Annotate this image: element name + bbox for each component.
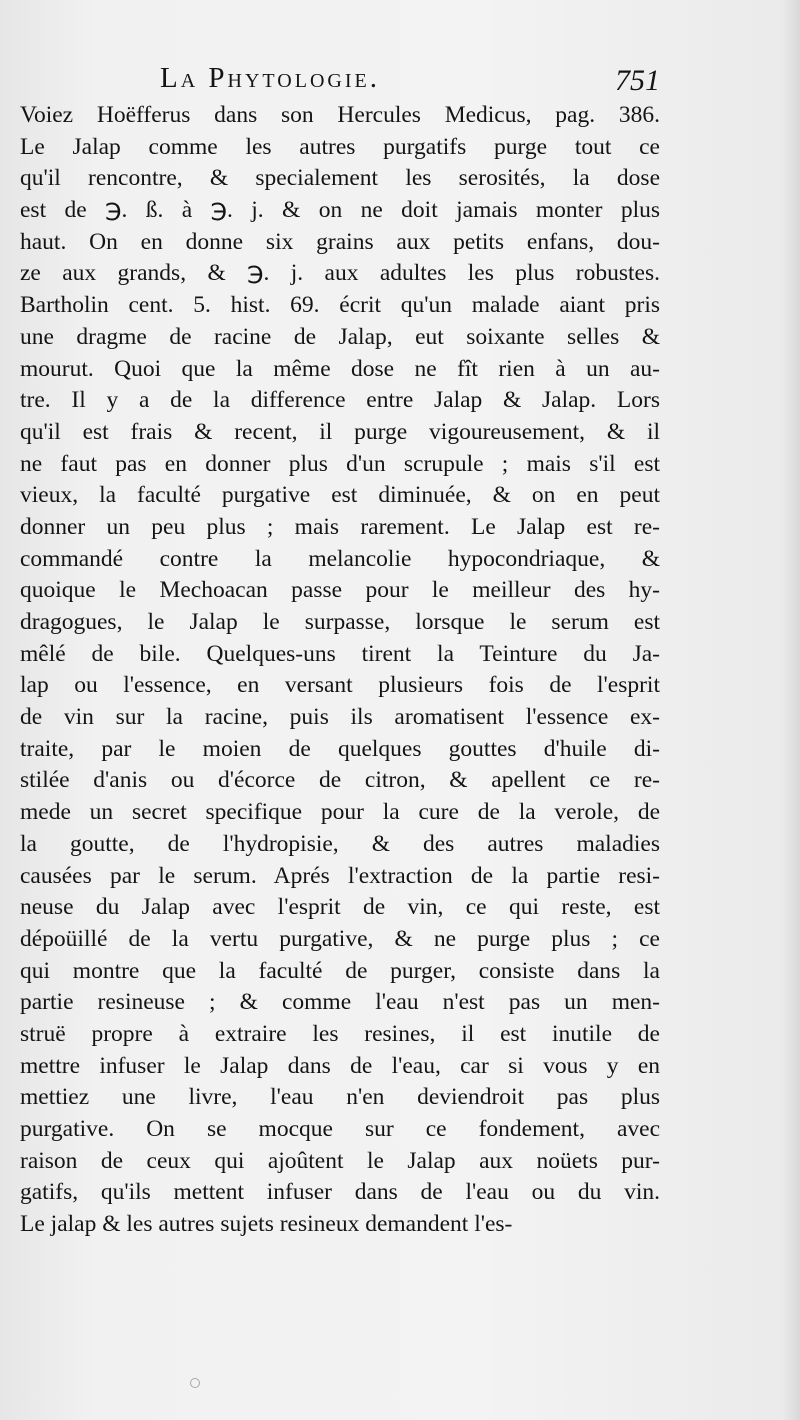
text-line: traite, par le moien de quelques gouttes d'huile di- <box>20 735 660 762</box>
text-line: purgative. On se mocque sur ce fondement, avec <box>20 1116 660 1142</box>
body-text <box>20 100 660 1241</box>
text-line: vieux, la faculté purgative est diminuée, & on en peut <box>20 482 660 509</box>
text-line: la goutte, de l'hydropisie, & des autres maladies <box>20 830 660 857</box>
text-line: qu'il est frais & recent, il purge vigoureusement, & il <box>20 418 660 445</box>
text-line: neuse du Jalap avec l'esprit de vin, ce qui reste, est <box>20 894 660 921</box>
text-line: commandé contre la melancolie hypocondriaque, & <box>20 545 660 572</box>
paper-speck <box>190 1378 200 1388</box>
text-line: quoique le Mechoacan passe pour le meilleur des hy- <box>20 577 660 604</box>
page-edge-shadow <box>782 0 800 1420</box>
text-line: partie resineuse ; & comme l'eau n'est pas un men- <box>20 989 660 1016</box>
text-line: Le jalap & les autres sujets resineux demandent l'es- <box>20 1211 513 1238</box>
text-line: gatifs, qu'ils mettent infuser dans de l'eau ou du vin. <box>20 1179 660 1206</box>
text-line: ne faut pas en donner plus d'un scrupule ; mais s'il est <box>20 450 660 477</box>
text-line: Le Jalap comme les autres purgatifs purge tout ce <box>20 133 660 160</box>
page-number: 751 <box>615 64 660 97</box>
text-line: tre. Il y a de la difference entre Jalap & Jalap. Lors <box>20 387 660 414</box>
text-line: Voiez Hoëfferus dans son Hercules Medicus, pag. 386. <box>20 102 660 128</box>
text-line: est de ℈. ß. à ℈. j. & on ne doit jamais monter plus <box>20 197 660 224</box>
text-line: struë propre à extraire les resines, il est inutile de <box>20 1020 660 1047</box>
text-line: ze aux grands, & ℈. j. aux adultes les plus robustes. <box>20 260 660 287</box>
text-line: qu'il rencontre, & specialement les serosités, la dose <box>20 165 660 192</box>
text-line: causées par le serum. Aprés l'extraction de la partie resi- <box>20 862 660 889</box>
text-line: dépoüillé de la vertu purgative, & ne purge plus ; ce <box>20 925 660 952</box>
text-line: qui montre que la faculté de purger, consiste dans la <box>20 957 660 984</box>
text-line: dragogues, le Jalap le surpasse, lorsque le serum est <box>20 609 660 635</box>
text-line: mettre infuser le Jalap dans de l'eau, car si vous y en <box>20 1052 660 1079</box>
text-line: mettiez une livre, l'eau n'en deviendroit pas plus <box>20 1084 660 1111</box>
text-line: mêlé de bile. Quelques-uns tirent la Teinture du Ja- <box>20 640 660 667</box>
text-line: lap ou l'essence, en versant plusieurs fois de l'esprit <box>20 672 660 699</box>
text-line: donner un peu plus ; mais rarement. Le Jalap est re- <box>20 513 660 540</box>
text-line: mede un secret specifique pour la cure de la verole, de <box>20 799 660 826</box>
page-header <box>20 62 660 102</box>
text-line: raison de ceux qui ajoûtent le Jalap aux noüets pur- <box>20 1147 660 1174</box>
text-line: de vin sur la racine, puis ils aromatisent l'essence ex- <box>20 704 660 731</box>
text-line: Bartholin cent. 5. hist. 69. écrit qu'un malade aiant pris <box>20 292 660 319</box>
running-title: La Phytologie. <box>160 62 380 94</box>
text-line: haut. On en donne six grains aux petits enfans, dou- <box>20 228 660 255</box>
text-line: une dragme de racine de Jalap, eut soixante selles & <box>20 323 660 350</box>
text-line: mourut. Quoi que la même dose ne fît rien à un au- <box>20 355 660 382</box>
text-line: stilée d'anis ou d'écorce de citron, & apellent ce re- <box>20 767 660 794</box>
